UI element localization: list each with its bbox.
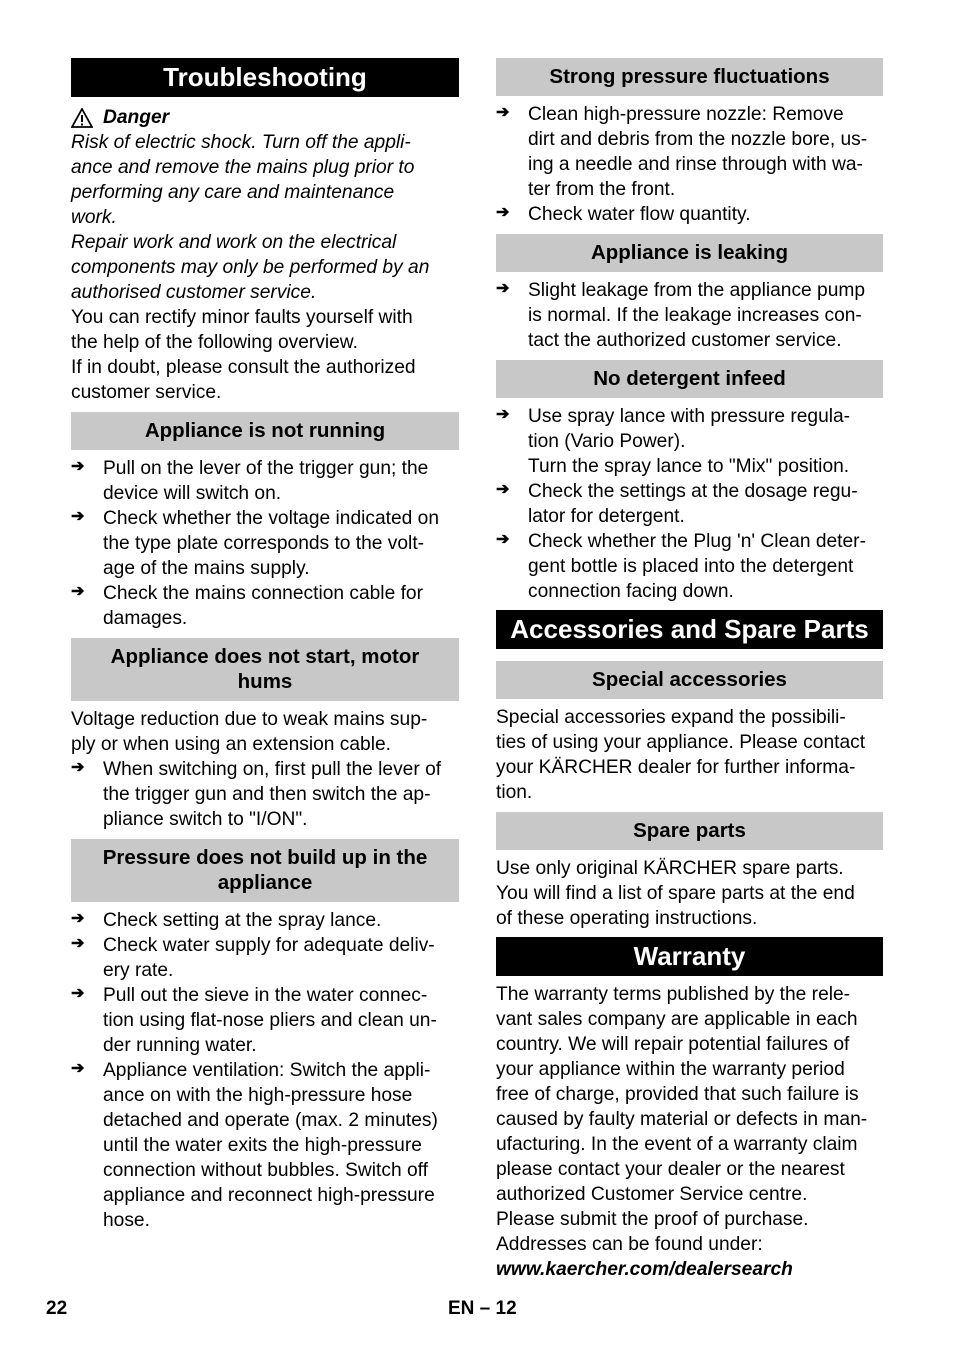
arrow-right-icon: ➔ [71,508,85,525]
body-line: Use only original KÄRCHER spare parts. [496,858,844,879]
list-item [71,581,459,631]
heading-line: Pressure does not build up in the [102,846,428,869]
danger-label: Danger [103,107,170,128]
danger-line: ance and remove the mains plug prior to [71,157,415,178]
danger-text [71,130,459,305]
danger-line: authorised customer service. [71,282,317,303]
bullet-line: Check the settings at the dosage regu- [528,481,858,502]
arrow-right-icon: ➔ [496,104,510,121]
body-line: please contact your dealer or the nearest [496,1159,845,1180]
arrow-right-icon: ➔ [71,583,85,600]
dealer-search-link[interactable]: www.kaercher.com/dealersearch [496,1259,793,1280]
body-line: Addresses can be found under: [496,1234,763,1255]
leaking-heading: Appliance is leaking [496,234,883,272]
left-column [71,58,459,1233]
list-item [71,983,459,1058]
danger-line: work. [71,207,117,228]
spare-parts-heading: Spare parts [496,812,883,850]
intro-line: the help of the following overview. [71,332,358,353]
bullet-line: Check water flow quantity. [528,204,751,225]
motor-hums-heading [71,638,459,701]
bullet-line: tact the authorized customer service. [528,330,842,351]
body-line: country. We will repair potential failures of [496,1034,850,1055]
list-item [496,278,883,353]
body-line: free of charge, provided that such failure is [496,1084,859,1105]
list-item [71,1058,459,1233]
list-item [71,933,459,983]
bullet-line: tion using flat-nose pliers and clean un- [103,1010,437,1031]
arrow-right-icon: ➔ [496,280,510,297]
list-item [496,529,883,604]
heading-line: appliance [217,871,313,894]
danger-line: Repair work and work on the electrical [71,232,397,253]
body-line: Voltage reduction due to weak mains sup- [71,709,428,730]
bullet-line: tion (Vario Power). [528,431,686,452]
list-item [71,506,459,581]
bullet-line: lator for detergent. [528,506,685,527]
bullet-line: Check the mains connection cable for [103,583,423,604]
list-item [496,479,883,529]
accessories-heading: Accessories and Spare Parts [496,610,883,649]
danger-line: Risk of electric shock. Turn off the appli- [71,132,411,153]
bullet-line: Check setting at the spray lance. [103,910,382,931]
bullet-line: der running water. [103,1035,257,1056]
intro-line: customer service. [71,382,222,403]
list-item [71,908,459,933]
danger-label-row [71,105,459,130]
right-column [496,58,883,1282]
bullet-line: damages. [103,608,188,629]
bullet-line: Check whether the voltage indicated on [103,508,439,529]
bullet-line: is normal. If the leakage increases con- [528,305,862,326]
bullet-line: Pull out the sieve in the water connec- [103,985,428,1006]
bullet-line: Slight leakage from the appliance pump [528,280,866,301]
list-item [496,404,883,479]
arrow-right-icon: ➔ [71,935,85,952]
bullet-line: gent bottle is placed into the detergent [528,556,854,577]
bullet-line: detached and operate (max. 2 minutes) [103,1110,438,1131]
no-pressure-heading [71,839,459,902]
bullet-line: ery rate. [103,960,174,981]
arrow-right-icon: ➔ [71,985,85,1002]
list-item [496,102,883,202]
danger-line: performing any care and maintenance [71,182,395,203]
bullet-line: When switching on, first pull the lever of [103,759,442,780]
body-line: ufacturing. In the event of a warranty claim [496,1134,858,1155]
bullet-line: Use spray lance with pressure regula- [528,406,851,427]
bullet-line: connection without bubbles. Switch off [103,1160,428,1181]
bullet-line: Clean high-pressure nozzle: Remove [528,104,844,125]
arrow-right-icon: ➔ [496,481,510,498]
body-line: authorized Customer Service centre. [496,1184,808,1205]
body-line: tion. [496,782,533,803]
warranty-heading: Warranty [496,937,883,976]
body-line: Special accessories expand the possibili- [496,707,846,728]
warning-triangle-icon [71,108,93,128]
detergent-heading: No detergent infeed [496,360,883,398]
heading-line: hums [237,670,293,693]
body-line: Please submit the proof of purchase. [496,1209,809,1230]
bullet-line: age of the mains supply. [103,558,310,579]
body-line: your appliance within the warranty period [496,1059,845,1080]
bullet-line: the trigger gun and then switch the ap- [103,784,431,805]
body-line: The warranty terms published by the rele- [496,984,851,1005]
bullet-line: the type plate corresponds to the volt- [103,533,425,554]
intro-line: You can rectify minor faults yourself with [71,307,413,328]
bullet-line: dirt and debris from the nozzle bore, us- [528,129,868,150]
body-line: You will find a list of spare parts at the end [496,883,855,904]
bullet-line: device will switch on. [103,483,282,504]
fluctuations-heading: Strong pressure fluctuations [496,58,883,96]
bullet-line: Check water supply for adequate deliv- [103,935,435,956]
list-item [71,757,459,832]
bullet-line: ing a needle and rinse through with wa- [528,154,863,175]
intro-text [71,305,459,405]
arrow-right-icon: ➔ [496,204,510,221]
bullet-line: appliance and reconnect high-pressure [103,1185,435,1206]
arrow-right-icon: ➔ [496,406,510,423]
arrow-right-icon: ➔ [496,531,510,548]
section-page-label: EN – 12 [448,1298,517,1319]
body-line: of these operating instructions. [496,908,758,929]
arrow-right-icon: ➔ [71,458,85,475]
special-accessories-heading: Special accessories [496,661,883,699]
bullet-line: pliance switch to "I/ON". [103,809,308,830]
bullet-line: Pull on the lever of the trigger gun; the [103,458,429,479]
intro-line: If in doubt, please consult the authorized [71,357,416,378]
bullet-line: ance on with the high-pressure hose [103,1085,413,1106]
bullet-line: ter from the front. [528,179,676,200]
body-line: caused by faulty material or defects in man- [496,1109,868,1130]
body-line: ties of using your appliance. Please contact [496,732,866,753]
list-item [496,202,883,227]
bullet-line: Appliance ventilation: Switch the appli- [103,1060,431,1081]
body-line: your KÄRCHER dealer for further informa- [496,757,856,778]
bullet-line: Turn the spray lance to "Mix" position. [528,456,850,477]
page-number: 22 [46,1298,68,1319]
bullet-line: connection facing down. [528,581,734,602]
danger-line: components may only be performed by an [71,257,430,278]
bullet-line: until the water exits the high-pressure [103,1135,422,1156]
list-item [71,456,459,506]
bullet-line: Check whether the Plug 'n' Clean deter- [528,531,866,552]
arrow-right-icon: ➔ [71,910,85,927]
troubleshooting-heading: Troubleshooting [71,58,459,97]
heading-line: Appliance does not start, motor [110,645,420,668]
bullet-line: hose. [103,1210,150,1231]
arrow-right-icon: ➔ [71,1060,85,1077]
body-line: vant sales company are applicable in each [496,1009,858,1030]
not-running-heading: Appliance is not running [71,412,459,450]
body-line: ply or when using an extension cable. [71,734,391,755]
arrow-right-icon: ➔ [71,759,85,776]
